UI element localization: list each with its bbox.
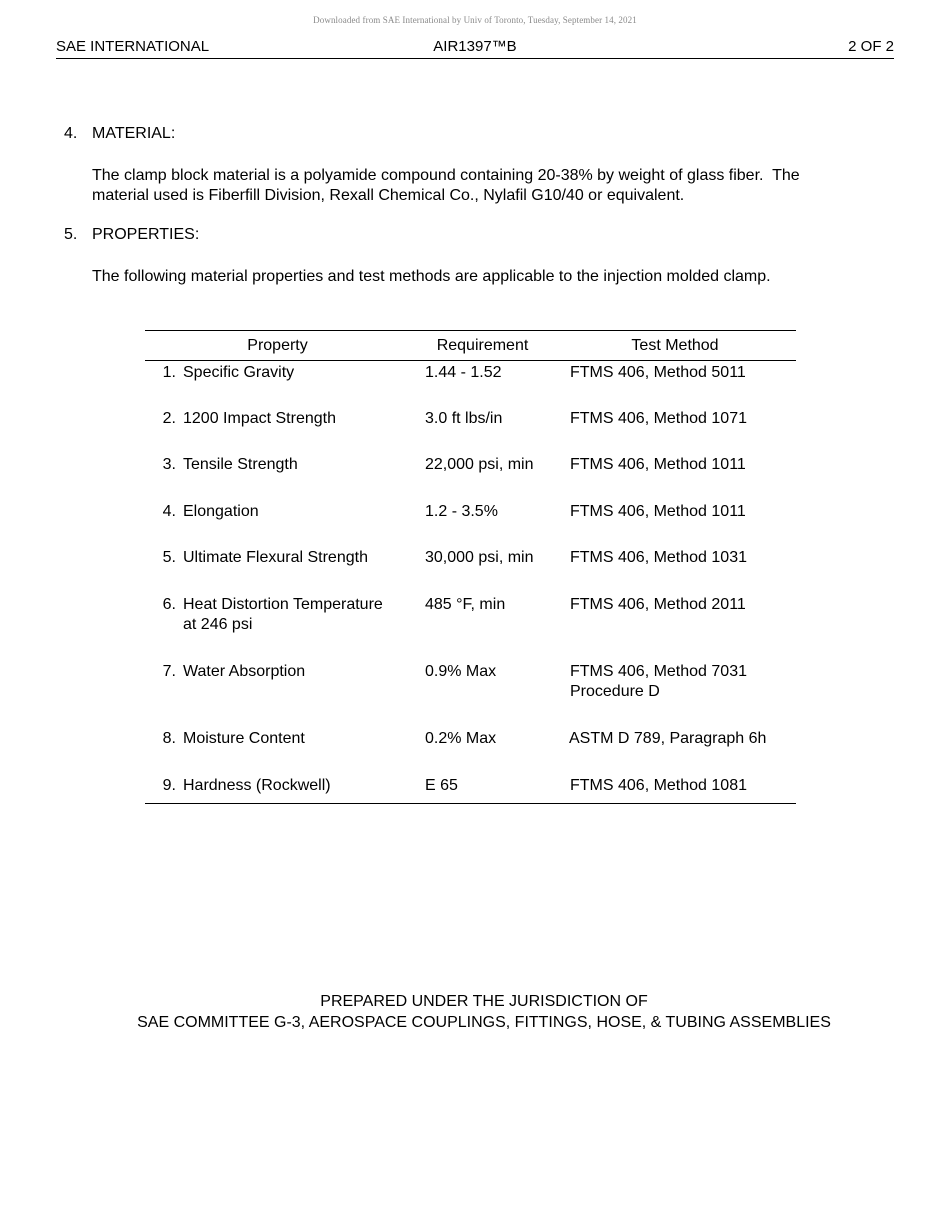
row-requirement: 30,000 psi, min: [425, 549, 534, 566]
row-property-line-2: at 246 psi: [183, 616, 253, 633]
row-property: Ultimate Flexural Strength: [183, 549, 368, 566]
row-test-method: FTMS 406, Method 1081: [570, 777, 747, 794]
properties-table: [145, 330, 796, 804]
row-test-method: FTMS 406, Method 1071: [570, 410, 747, 427]
material-line-1: The clamp block material is a polyamide compound containing 20-38% by weight of glass fiber. The: [92, 167, 800, 184]
jurisdiction-line-2: SAE COMMITTEE G-3, AEROSPACE COUPLINGS, FITTINGS, HOSE, & TUBING ASSEMBLIES: [137, 1014, 831, 1031]
table-row: [145, 662, 796, 729]
row-requirement: 3.0 ft lbs/in: [425, 410, 503, 427]
row-property: Moisture Content: [183, 730, 305, 747]
row-test-method: FTMS 406, Method 1011: [570, 456, 746, 473]
table-row: [145, 548, 796, 595]
row-property: Hardness (Rockwell): [183, 777, 331, 794]
properties-paragraph: The following material properties and test methods are applicable to the injection molded clamp.: [92, 268, 771, 285]
row-test-method: FTMS 406, Method 1011: [570, 503, 746, 520]
row-test-method: FTMS 406, Method 1031: [570, 549, 747, 566]
table-row: [145, 595, 796, 662]
row-test-method-line-1: FTMS 406, Method 7031: [570, 663, 747, 680]
header-requirement: Requirement: [436, 337, 529, 354]
section-number: 5.: [64, 226, 78, 243]
row-property-line-1: Heat Distortion Temperature: [183, 596, 383, 613]
row-test-method: FTMS 406, Method 2011: [570, 596, 746, 613]
table-row: [145, 455, 796, 502]
row-requirement: 22,000 psi, min: [425, 456, 534, 473]
row-number: 7.: [162, 663, 176, 680]
section-title: MATERIAL:: [92, 125, 176, 142]
row-requirement: 1.44 - 1.52: [425, 364, 502, 381]
row-test-method: [570, 662, 796, 702]
header-test-method: Test Method: [631, 337, 719, 354]
row-test-method: ASTM D 789, Paragraph 6h: [569, 730, 767, 747]
row-property: 1200 Impact Strength: [183, 410, 336, 427]
table-header-row: [145, 331, 796, 361]
row-property: Tensile Strength: [183, 456, 298, 473]
row-requirement: 0.2% Max: [425, 730, 497, 747]
row-requirement: E 65: [425, 777, 458, 794]
section-title: PROPERTIES:: [92, 226, 200, 243]
table-row: [145, 361, 796, 408]
table-row: [145, 729, 796, 776]
material-line-2: material used is Fiberfill Division, Rexall Chemical Co., Nylafil G10/40 or equivalent.: [92, 187, 685, 204]
header-org: SAE INTERNATIONAL: [56, 38, 210, 55]
table-row: [145, 408, 796, 455]
jurisdiction-line-1: PREPARED UNDER THE JURISDICTION OF: [320, 993, 648, 1010]
page-header: [56, 38, 894, 59]
section-properties-heading: [64, 226, 199, 244]
download-watermark: Downloaded from SAE International by Univ of Toronto, Tuesday, September 14, 2021: [313, 15, 637, 25]
row-number: 5.: [162, 549, 176, 566]
row-number: 3.: [162, 456, 176, 473]
table-row: [145, 776, 796, 803]
row-number: 1.: [162, 364, 176, 381]
material-paragraph: [92, 166, 872, 206]
row-requirement: 485 °F, min: [425, 596, 506, 613]
row-number: 6.: [162, 596, 176, 613]
table-row: [145, 502, 796, 548]
row-property: Elongation: [183, 503, 259, 520]
row-requirement: 1.2 - 3.5%: [425, 503, 498, 520]
row-requirement: 0.9% Max: [425, 663, 497, 680]
jurisdiction-statement: [0, 991, 950, 1033]
header-doc-id: AIR1397™B: [433, 38, 517, 55]
row-property: Specific Gravity: [183, 364, 295, 381]
row-number: 4.: [162, 503, 176, 520]
row-property: Water Absorption: [183, 663, 306, 680]
section-material-heading: [64, 125, 175, 143]
header-page-number: 2 OF 2: [848, 38, 894, 55]
row-test-method: FTMS 406, Method 5011: [570, 364, 746, 381]
row-test-method-line-2: Procedure D: [570, 683, 660, 700]
row-property: [183, 595, 413, 635]
row-number: 9.: [162, 777, 176, 794]
row-number: 2.: [162, 410, 176, 427]
row-number: 8.: [162, 730, 176, 747]
header-property: Property: [247, 337, 308, 354]
section-number: 4.: [64, 125, 78, 142]
